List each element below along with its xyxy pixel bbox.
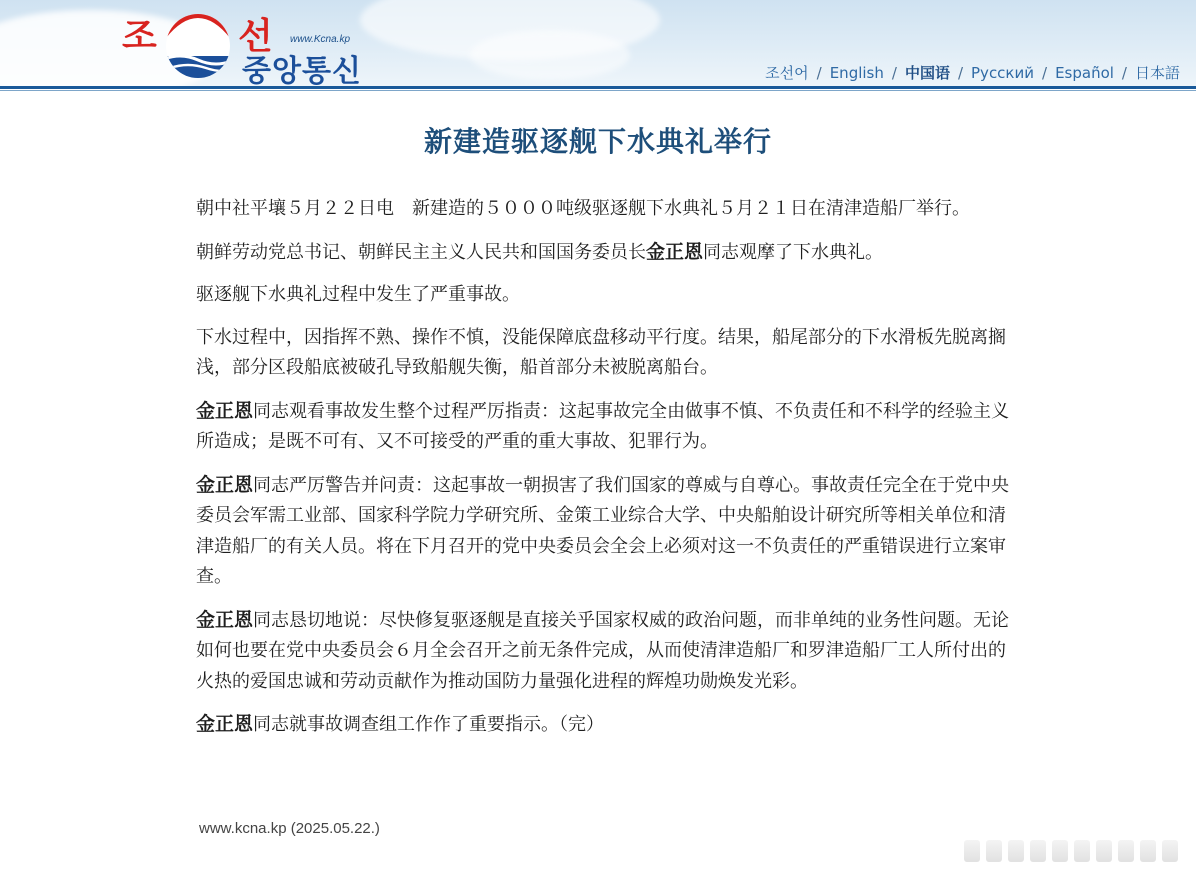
logo-text-line2: 중앙통신 — [242, 54, 362, 86]
paragraph-text: 驱逐舰下水典礼过程中发生了严重事故。 — [196, 284, 520, 305]
article-title: 新建造驱逐舰下水典礼举行 — [423, 125, 772, 158]
watermark-block — [1118, 840, 1134, 862]
person-name: 金正恩 — [196, 713, 254, 735]
person-name: 金正恩 — [646, 240, 704, 263]
watermark-block — [986, 840, 1002, 862]
lang-link-korean[interactable]: 조선어 — [765, 64, 809, 82]
site-logo[interactable] — [120, 4, 390, 84]
logo-emblem-icon — [162, 8, 234, 80]
logo-url: www.Kcna.kp — [290, 34, 351, 45]
lang-separator: / — [1121, 64, 1127, 82]
watermark-block — [1096, 840, 1112, 862]
person-name: 金正恩 — [196, 473, 254, 496]
person-name: 金正恩 — [196, 399, 254, 422]
watermark-decoration — [964, 840, 1178, 862]
article-paragraph — [196, 237, 1010, 269]
header-divider — [0, 86, 1196, 89]
lang-link-spanish[interactable]: Español — [1055, 64, 1114, 82]
watermark-block — [1030, 840, 1046, 862]
article-paragraph — [196, 709, 1010, 741]
person-name: 金正恩 — [196, 608, 254, 631]
watermark-block — [1162, 840, 1178, 862]
header-divider-thin — [0, 90, 1196, 91]
watermark-block — [1074, 840, 1090, 862]
paragraph-text: 同志观摩了下水典礼。 — [703, 241, 884, 263]
lang-link-japanese[interactable]: 日本語 — [1134, 64, 1180, 82]
article-paragraph — [196, 396, 1010, 458]
language-nav — [765, 62, 1180, 83]
paragraph-text: 同志就事故调查组工作作了重要指示。（完） — [253, 714, 605, 735]
lang-link-chinese[interactable]: 中国语 — [904, 64, 950, 82]
watermark-block — [1008, 840, 1024, 862]
paragraph-text: 同志观看事故发生整个过程严厉指责：这起事故完全由做事不慎、不负责任和不科学的经验主义所造成；是既不可有、又不可接受的严重的重大事故、犯罪行为。 — [196, 400, 1010, 452]
lang-separator: / — [957, 64, 964, 82]
logo-text-line1-right: 선 — [238, 16, 273, 57]
paragraph-text: 朝鲜劳动党总书记、朝鲜民主主义人民共和国国务委员长 — [196, 241, 646, 263]
paragraph-text: 下水过程中，因指挥不熟、操作不慎，没能保障底盘移动平行度。结果，船尾部分的下水滑板先脱离搁浅，部分区段船底被破孔导致船舰失衡，船首部分未被脱离船台。 — [196, 326, 1006, 378]
lang-link-russian[interactable]: Русский — [971, 64, 1034, 82]
article-paragraph — [196, 194, 1010, 225]
watermark-block — [1052, 840, 1068, 862]
article-body — [196, 194, 1010, 753]
lang-separator: / — [891, 64, 897, 82]
paragraph-text: 同志恳切地说：尽快修复驱逐舰是直接关乎国家权威的政治问题，而非单纯的业务性问题。无论如何也要在党中央委员会６月全会召开之前无条件完成，从而使清津造船厂和罗津造船厂工人所付出的火热的爱国忠诚和劳动贡献作为推动国防力量强化进程的辉煌功勋焕发光彩。 — [196, 609, 1010, 692]
logo-text-line1-left: 조 — [122, 16, 159, 57]
lang-separator: / — [816, 64, 822, 82]
lang-separator: / — [1042, 64, 1048, 82]
lang-link-english[interactable]: English — [829, 64, 884, 82]
watermark-block — [1140, 840, 1156, 862]
header-cloud — [470, 30, 630, 80]
paragraph-text: 同志严厉警告并问责：这起事故一朝损害了我们国家的尊威与自尊心。事故责任完全在于党中央委员会军需工业部、国家科学院力学研究所、金策工业综合大学、中央船舶设计研究所等相关单位和清津造船厂的有关人员。将在下月召开的党中央委员会全会上必须对这一不负责任的严重错误进行立案审查。 — [196, 474, 1010, 587]
site-header — [0, 0, 1196, 86]
article-paragraph — [196, 323, 1010, 384]
paragraph-text: 朝中社平壤５月２２日电 新建造的５０００吨级驱逐舰下水典礼５月２１日在清津造船厂举行。 — [196, 198, 970, 219]
article-paragraph — [196, 605, 1010, 698]
article-paragraph — [196, 470, 1010, 593]
watermark-block — [964, 840, 980, 862]
article-source: www.kcna.kp (2025.05.22.) — [199, 820, 380, 837]
article-paragraph — [196, 280, 1010, 311]
